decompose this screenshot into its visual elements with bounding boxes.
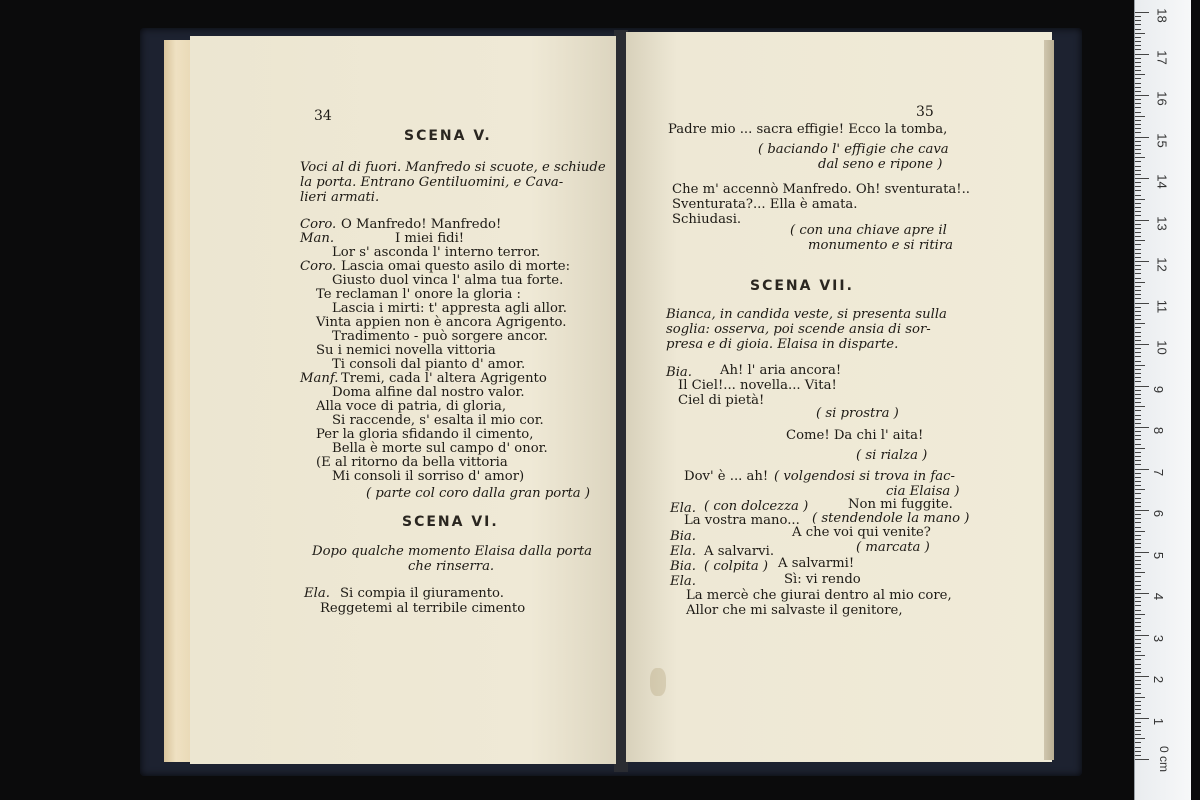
verse-line: Lor s' asconda l' interno terror. xyxy=(332,245,541,260)
ruler-tick xyxy=(1135,510,1149,511)
ruler-tick xyxy=(1135,556,1141,557)
ruler-tick xyxy=(1135,273,1141,274)
ruler-number: 11 xyxy=(1154,299,1170,313)
ruler-tick xyxy=(1135,485,1141,486)
ruler-tick xyxy=(1135,402,1141,403)
ruler-tick xyxy=(1135,116,1145,117)
ruler-number: 17 xyxy=(1154,49,1170,65)
ruler-tick xyxy=(1135,539,1141,540)
ruler-number: 1 xyxy=(1151,717,1167,725)
ruler-tick xyxy=(1135,444,1141,445)
speaker-name: Ela. xyxy=(304,586,330,601)
ruler-tick xyxy=(1135,132,1141,133)
ruler-number: 4 xyxy=(1151,592,1167,601)
stage-direction: ( colpita ) xyxy=(704,559,769,574)
ruler-tick xyxy=(1135,344,1149,345)
verse-line: Alla voce di patria, di gloria, xyxy=(316,399,507,414)
stage-direction: ( stendendole la mano ) xyxy=(812,511,970,526)
ruler-tick xyxy=(1135,477,1141,478)
ruler-tick xyxy=(1135,431,1141,432)
ruler-tick xyxy=(1135,448,1145,449)
page-number: 35 xyxy=(916,104,934,120)
ruler-tick xyxy=(1135,95,1149,96)
verse-line: A salvarvi. xyxy=(704,544,775,559)
stage-direction: monumento e si ritira xyxy=(808,238,954,253)
verse-line: Doma alfine dal nostro valor. xyxy=(332,385,525,400)
measuring-ruler xyxy=(1134,0,1191,800)
ruler-tick xyxy=(1135,506,1141,507)
ruler-tick xyxy=(1135,24,1141,25)
stage-direction: che rinserra. xyxy=(408,559,495,574)
ruler-tick xyxy=(1135,589,1141,590)
ruler-tick xyxy=(1135,655,1145,656)
ruler-number: 8 xyxy=(1151,426,1167,435)
ruler-tick xyxy=(1135,373,1141,374)
ruler-tick xyxy=(1135,303,1149,304)
ruler-tick xyxy=(1135,605,1141,606)
stage-direction: ( baciando l' effigie che cava xyxy=(758,142,949,157)
verse-line: Non mi fuggite. xyxy=(848,497,953,512)
ruler-number: 7 xyxy=(1151,468,1167,476)
verse-line: Lascia omai questo asilo di morte: xyxy=(341,259,571,274)
ruler-tick xyxy=(1135,232,1141,233)
ruler-tick xyxy=(1135,307,1141,308)
ruler-tick xyxy=(1135,730,1141,731)
verse-line: Vinta appien non è ancora Agrigento. xyxy=(316,315,567,330)
ruler-tick xyxy=(1135,572,1145,573)
ruler-tick xyxy=(1135,676,1149,677)
ruler-tick xyxy=(1135,439,1141,440)
ruler-tick xyxy=(1135,157,1145,158)
ruler-tick xyxy=(1135,738,1145,739)
ruler-tick xyxy=(1135,62,1141,63)
ruler-tick xyxy=(1135,311,1141,312)
ruler-tick xyxy=(1135,145,1141,146)
ruler-tick xyxy=(1135,203,1141,204)
ruler-tick xyxy=(1135,37,1141,38)
ruler-tick xyxy=(1135,469,1149,470)
right-page-edge xyxy=(1044,40,1054,760)
ruler-tick xyxy=(1135,33,1145,34)
ruler-tick xyxy=(1135,514,1141,515)
ruler-tick xyxy=(1135,54,1149,55)
ruler-number: 3 xyxy=(1151,634,1167,642)
ruler-tick xyxy=(1135,473,1141,474)
ruler-tick xyxy=(1135,83,1141,84)
ruler-number: 6 xyxy=(1151,509,1167,518)
ruler-tick xyxy=(1135,298,1141,299)
verse-line: Si raccende, s' esalta il mio cor. xyxy=(332,413,544,428)
ruler-tick xyxy=(1135,244,1141,245)
ruler-tick xyxy=(1135,282,1145,283)
ruler-tick xyxy=(1135,713,1141,714)
ruler-tick xyxy=(1135,323,1145,324)
ruler-tick xyxy=(1135,435,1141,436)
ruler-tick xyxy=(1135,386,1149,387)
ruler-tick xyxy=(1135,20,1141,21)
ruler-tick xyxy=(1135,647,1141,648)
ruler-tick xyxy=(1135,489,1145,490)
ruler-tick xyxy=(1135,290,1141,291)
ruler-tick xyxy=(1135,622,1141,623)
ruler-tick xyxy=(1135,369,1141,370)
ruler-tick xyxy=(1135,265,1141,266)
stage-direction: ( con una chiave apre il xyxy=(790,223,947,238)
ruler-tick xyxy=(1135,178,1149,179)
ruler-tick xyxy=(1135,195,1141,196)
ruler-tick xyxy=(1135,618,1141,619)
verse-line: Lascia i mirti: t' appresta agli allor. xyxy=(332,301,567,316)
speaker-name: Bia. xyxy=(670,559,696,574)
stage-direction: lieri armati. xyxy=(300,190,380,205)
verse-line: Allor che mi salvaste il genitore, xyxy=(686,603,903,618)
verse-line: La vostra mano... xyxy=(684,513,800,528)
ruler-tick xyxy=(1135,626,1141,627)
ruler-tick xyxy=(1135,16,1141,17)
verse-line: Te reclaman l' onore la gloria : xyxy=(316,287,521,302)
verse-line: Tradimento - può sorgere ancor. xyxy=(332,329,548,344)
ruler-number: 16 xyxy=(1154,91,1170,106)
verse-line: I miei fidi! xyxy=(395,231,465,246)
right-page xyxy=(626,32,1052,762)
verse-line: Tremi, cada l' altera Agrigento xyxy=(341,371,547,386)
ruler-tick xyxy=(1135,701,1141,702)
stage-direction: cia Elaisa ) xyxy=(886,484,960,499)
speaker-name: Coro. xyxy=(300,259,337,274)
ruler-tick xyxy=(1135,286,1141,287)
verse-line: Bella è morte sul campo d' onor. xyxy=(332,441,548,456)
ruler-tick xyxy=(1135,734,1141,735)
ruler-tick xyxy=(1135,456,1141,457)
verse-line: Sì: vi rendo xyxy=(784,572,861,587)
speaker-name: Man. xyxy=(300,231,335,246)
ruler-tick xyxy=(1135,597,1141,598)
ruler-tick xyxy=(1135,493,1141,494)
stage-direction: presa e di gioia. Elaisa in disparte. xyxy=(666,337,899,352)
stage-direction: Voci al di fuori. Manfredo si scuote, e schiude xyxy=(300,160,606,175)
ruler-tick xyxy=(1135,672,1141,673)
verse-line: Ciel di pietà! xyxy=(678,393,765,408)
ruler-tick xyxy=(1135,659,1141,660)
stage-direction: ( con dolcezza ) xyxy=(704,499,809,514)
ruler-tick xyxy=(1135,174,1141,175)
ruler-tick xyxy=(1135,112,1141,113)
scene-heading: SCENA VII. xyxy=(750,278,854,294)
stage-direction: ( si rialza ) xyxy=(856,448,928,463)
ruler-tick xyxy=(1135,166,1141,167)
ruler-tick xyxy=(1135,635,1149,636)
ruler-tick xyxy=(1135,199,1145,200)
ruler-tick xyxy=(1135,207,1141,208)
ruler-tick xyxy=(1135,543,1141,544)
ruler-tick xyxy=(1135,680,1141,681)
ruler-tick xyxy=(1135,410,1141,411)
ruler-tick xyxy=(1135,315,1141,316)
ruler-tick xyxy=(1135,29,1141,30)
ruler-tick xyxy=(1135,161,1141,162)
ruler-tick xyxy=(1135,249,1141,250)
verse-line: Come! Da chi l' aita! xyxy=(786,428,924,443)
ruler-tick xyxy=(1135,87,1141,88)
ruler-tick xyxy=(1135,215,1141,216)
ruler-tick xyxy=(1135,585,1141,586)
verse-line: A che voi qui venite? xyxy=(792,525,931,540)
verse-line: Reggetemi al terribile cimento xyxy=(320,601,526,616)
ruler-number: 2 xyxy=(1151,675,1167,684)
ruler-tick xyxy=(1135,668,1141,669)
ruler-tick xyxy=(1135,12,1149,13)
ruler-tick xyxy=(1135,107,1141,108)
ruler-tick xyxy=(1135,522,1141,523)
ruler-tick xyxy=(1135,327,1141,328)
verse-line: Dov' è ... ah! xyxy=(684,469,769,484)
ruler-tick xyxy=(1135,614,1145,615)
ruler-tick xyxy=(1135,381,1141,382)
ruler-tick xyxy=(1135,224,1141,225)
ruler-tick xyxy=(1135,498,1141,499)
ruler-tick xyxy=(1135,688,1141,689)
ruler-tick xyxy=(1135,755,1141,756)
verse-line: Mi consoli il sorriso d' amor) xyxy=(332,469,525,484)
ruler-tick xyxy=(1135,581,1141,582)
scene-heading: SCENA VI. xyxy=(402,514,499,530)
scene-heading: SCENA V. xyxy=(404,128,492,144)
ruler-tick xyxy=(1135,705,1141,706)
ruler-tick xyxy=(1135,576,1141,577)
ruler-tick xyxy=(1135,593,1149,594)
ruler-tick xyxy=(1135,78,1141,79)
ruler-tick xyxy=(1135,356,1141,357)
ruler-tick xyxy=(1135,531,1145,532)
ruler-tick xyxy=(1135,527,1141,528)
verse-line: Che m' accennò Manfredo. Oh! sventurata!.. xyxy=(672,182,970,197)
ruler-number: 18 xyxy=(1154,8,1170,23)
ruler-tick xyxy=(1135,751,1141,752)
verse-line: Ti consoli dal pianto d' amor. xyxy=(332,357,526,372)
ruler-tick xyxy=(1135,70,1141,71)
ruler-tick xyxy=(1135,664,1141,665)
verse-line: Il Ciel!... novella... Vita! xyxy=(678,378,837,393)
stage-direction: ( marcata ) xyxy=(856,540,930,555)
ruler-tick xyxy=(1135,240,1145,241)
verse-line: Schiudasi. xyxy=(672,212,742,227)
speaker-name: Manf. xyxy=(300,371,339,386)
ruler-tick xyxy=(1135,643,1141,644)
ruler-tick xyxy=(1135,651,1141,652)
ruler-tick xyxy=(1135,742,1141,743)
ruler-tick xyxy=(1135,518,1141,519)
ruler-number: 12 xyxy=(1154,257,1170,272)
ruler-tick xyxy=(1135,294,1141,295)
stage-direction: Bianca, in candida veste, si presenta sulla xyxy=(666,307,947,322)
ruler-tick xyxy=(1135,365,1145,366)
ruler-tick xyxy=(1135,261,1149,262)
ruler-number: 14 xyxy=(1154,174,1170,189)
ruler-tick xyxy=(1135,552,1149,553)
ruler-tick xyxy=(1135,257,1141,258)
ruler-tick xyxy=(1135,124,1141,125)
speaker-name: Bia. xyxy=(666,365,692,380)
ruler-tick xyxy=(1135,352,1141,353)
ruler-tick xyxy=(1135,452,1141,453)
verse-line: Sventurata?... Ella è amata. xyxy=(672,197,858,212)
page-number: 34 xyxy=(314,108,332,124)
ruler-tick xyxy=(1135,45,1141,46)
ruler-tick xyxy=(1135,278,1141,279)
ruler-tick xyxy=(1135,759,1149,760)
ruler-tick xyxy=(1135,128,1141,129)
speaker-name: Coro. xyxy=(300,217,337,232)
ruler-tick xyxy=(1135,220,1149,221)
stage-direction: dal seno e ripone ) xyxy=(818,157,943,172)
ruler-tick xyxy=(1135,693,1141,694)
ruler-tick xyxy=(1135,91,1141,92)
ruler-tick xyxy=(1135,41,1141,42)
stage-direction: Dopo qualche momento Elaisa dalla porta xyxy=(312,544,593,559)
ruler-tick xyxy=(1135,390,1141,391)
ruler-tick xyxy=(1135,236,1141,237)
ruler-tick xyxy=(1135,319,1141,320)
ruler-tick xyxy=(1135,66,1141,67)
speaker-name: Bia. xyxy=(670,529,696,544)
ruler-tick xyxy=(1135,726,1141,727)
ruler-tick xyxy=(1135,211,1141,212)
ruler-number: 5 xyxy=(1151,551,1167,559)
ruler-tick xyxy=(1135,722,1141,723)
ruler-tick xyxy=(1135,348,1141,349)
ruler-tick xyxy=(1135,58,1141,59)
ruler-tick xyxy=(1135,406,1145,407)
stage-direction: soglia: osserva, poi scende ansia di sor- xyxy=(666,322,931,337)
ruler-number: 10 xyxy=(1154,340,1170,355)
ruler-tick xyxy=(1135,182,1141,183)
stage-direction: ( volgendosi si trova in fac- xyxy=(774,469,955,484)
ruler-tick xyxy=(1135,547,1141,548)
ruler-tick xyxy=(1135,568,1141,569)
ruler-tick xyxy=(1135,464,1141,465)
ruler-tick xyxy=(1135,684,1141,685)
ruler-tick xyxy=(1135,535,1141,536)
ruler-tick xyxy=(1135,697,1145,698)
verse-line: A salvarmi! xyxy=(778,556,855,571)
verse-line: Ah! l' aria ancora! xyxy=(720,363,842,378)
ruler-tick xyxy=(1135,423,1141,424)
ruler-tick xyxy=(1135,560,1141,561)
ruler-number: 15 xyxy=(1154,132,1170,148)
ruler-tick xyxy=(1135,747,1141,748)
stage-direction: ( si prostra ) xyxy=(816,406,899,421)
verse-line: La mercè che giurai dentro al mio core, xyxy=(686,588,952,603)
ruler-tick xyxy=(1135,427,1149,428)
ruler-number: 9 xyxy=(1151,385,1167,393)
ruler-tick xyxy=(1135,153,1141,154)
ruler-tick xyxy=(1135,394,1141,395)
ruler-tick xyxy=(1135,99,1141,100)
ruler-tick xyxy=(1135,460,1141,461)
ruler-tick xyxy=(1135,228,1141,229)
ruler-tick xyxy=(1135,481,1141,482)
ruler-tick xyxy=(1135,149,1141,150)
ruler-number: 13 xyxy=(1154,215,1170,231)
ruler-tick xyxy=(1135,269,1141,270)
ruler-tick xyxy=(1135,564,1141,565)
ruler-tick xyxy=(1135,709,1141,710)
ruler-tick xyxy=(1135,419,1141,420)
ruler-tick xyxy=(1135,253,1141,254)
ruler-tick xyxy=(1135,610,1141,611)
ruler-tick xyxy=(1135,120,1141,121)
ruler-tick xyxy=(1135,170,1141,171)
ruler-tick xyxy=(1135,141,1141,142)
verse-line: (E al ritorno da bella vittoria xyxy=(316,455,508,470)
left-page xyxy=(190,36,616,764)
ruler-tick xyxy=(1135,186,1141,187)
ruler-tick xyxy=(1135,601,1141,602)
verse-line: Su i nemici novella vittoria xyxy=(316,343,496,358)
ruler-tick xyxy=(1135,74,1145,75)
speaker-name: Ela. xyxy=(670,501,696,516)
ruler-tick xyxy=(1135,377,1141,378)
ruler-tick xyxy=(1135,415,1141,416)
verse-line: Per la gloria sfidando il cimento, xyxy=(316,427,534,442)
stage-direction: la porta. Entrano Gentiluomini, e Cava- xyxy=(300,175,564,190)
ruler-tick xyxy=(1135,340,1141,341)
speaker-name: Ela. xyxy=(670,544,696,559)
ruler-tick xyxy=(1135,361,1141,362)
paper-stain xyxy=(650,668,666,696)
ruler-tick xyxy=(1135,103,1141,104)
ruler-unit: 0 cm xyxy=(1157,745,1172,773)
ruler-tick xyxy=(1135,639,1141,640)
stage-direction: ( parte col coro dalla gran porta ) xyxy=(366,486,591,501)
ruler-tick xyxy=(1135,190,1141,191)
ruler-tick xyxy=(1135,49,1141,50)
ruler-tick xyxy=(1135,502,1141,503)
ruler-tick xyxy=(1135,137,1149,138)
verse-line: Si compia il giuramento. xyxy=(340,586,504,601)
ruler-tick xyxy=(1135,336,1141,337)
verse-line: Giusto duol vinca l' alma tua forte. xyxy=(332,273,564,288)
ruler-tick xyxy=(1135,332,1141,333)
ruler-tick xyxy=(1135,398,1141,399)
ruler-tick xyxy=(1135,630,1141,631)
verse-line: O Manfredo! Manfredo! xyxy=(341,217,502,232)
ruler-tick xyxy=(1135,718,1149,719)
verse-line: Padre mio ... sacra effigie! Ecco la tomba, xyxy=(668,122,948,137)
speaker-name: Ela. xyxy=(670,574,696,589)
